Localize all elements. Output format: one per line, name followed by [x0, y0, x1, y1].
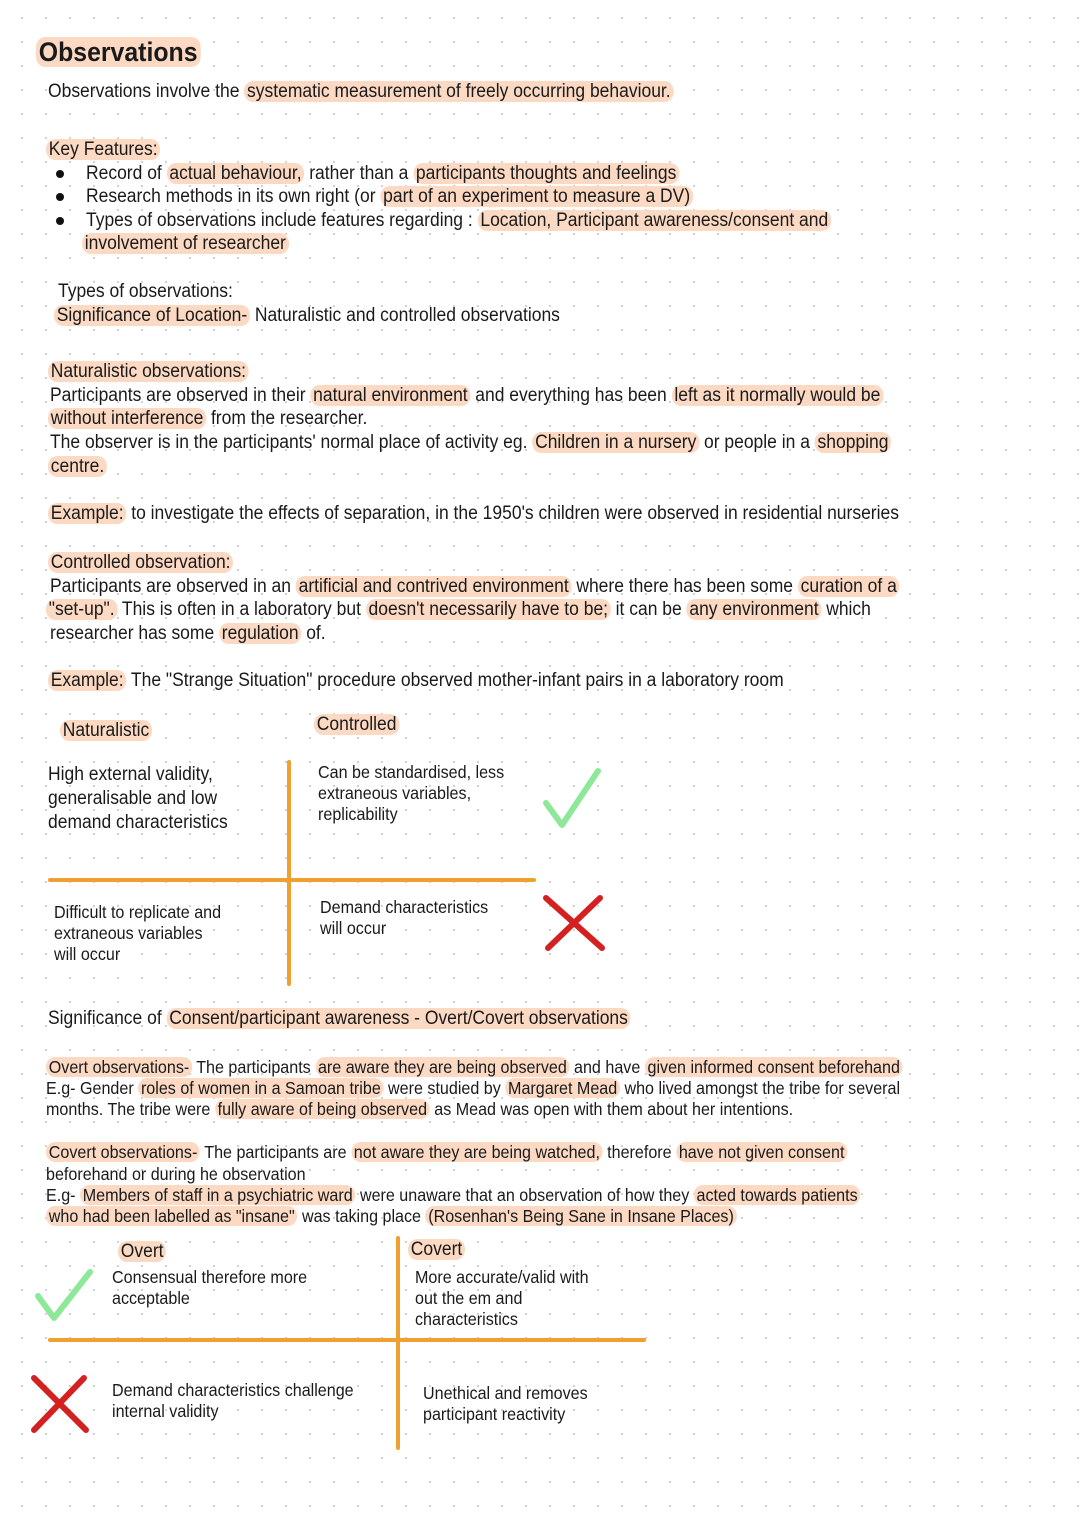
controlled-strengths [318, 762, 504, 825]
text-segment: The participants [192, 1057, 316, 1077]
key-feature-item-cont [82, 232, 289, 256]
intro-text [48, 80, 673, 104]
highlighted-text: Children in a nursery [532, 432, 699, 453]
text-segment: The participants are [200, 1142, 352, 1162]
bullet-icon [56, 170, 64, 178]
cell-line: High external validity, [48, 764, 213, 785]
table1-divider-vertical [287, 760, 291, 986]
highlighted-text: Controlled [314, 714, 399, 735]
text-segment: or people in a [699, 432, 815, 453]
highlighted-text: Naturalistic observations: [48, 361, 249, 382]
text-segment: Significance of [48, 1008, 167, 1029]
controlled-weaknesses [320, 897, 488, 939]
text-segment: therefore [602, 1142, 677, 1162]
naturalistic-text [50, 431, 891, 455]
naturalistic-heading [48, 360, 249, 384]
cell-line: Demand characteristics [320, 897, 489, 917]
text-segment: Record of [86, 163, 167, 184]
naturalistic-strengths [48, 763, 228, 835]
text-segment: Participants are observed in their [50, 385, 311, 406]
check-icon [32, 1266, 96, 1326]
controlled-text [46, 598, 871, 622]
naturalistic-text [48, 407, 367, 431]
text-segment: Types of observations: [58, 281, 233, 302]
text-segment: of. [301, 623, 326, 644]
cell-line: Can be standardised, less [318, 762, 505, 782]
highlighted-text: fully aware of being observed [215, 1099, 430, 1119]
text-segment: which [821, 599, 871, 620]
naturalistic-text [48, 455, 107, 479]
key-feature-item [86, 162, 679, 186]
cell-line: internal validity [112, 1401, 219, 1421]
consent-heading [48, 1007, 631, 1031]
overt-text [46, 1099, 793, 1120]
key-feature-item [86, 185, 693, 209]
key-features-heading [46, 138, 160, 162]
table2-header-covert [408, 1238, 465, 1262]
highlighted-text: Members of staff in a psychiatric ward [80, 1185, 355, 1205]
highlighted-text: Example: [48, 670, 126, 691]
highlighted-text: left as it normally would be [672, 385, 883, 406]
types-heading [58, 280, 233, 304]
text-segment: E.g- [46, 1185, 81, 1205]
cross-icon [540, 892, 608, 954]
text-segment: who lived amongst the tribe for several [619, 1078, 901, 1098]
text-segment: researcher has some [50, 623, 220, 644]
cell-line: will occur [54, 944, 121, 964]
controlled-text [50, 575, 900, 599]
location-significance [54, 304, 560, 328]
text-segment: and everything has been [470, 385, 672, 406]
highlighted-text: given informed consent beforehand [645, 1057, 903, 1077]
highlighted-text: doesn't necessarily have to be; [366, 599, 611, 620]
text-segment: months. The tribe were [46, 1099, 215, 1119]
cell-line: Difficult to replicate and [54, 902, 222, 922]
table1-header-naturalistic [60, 719, 152, 743]
text-segment: The "Strange Situation" procedure observed mother-infant pairs in a laboratory room [126, 670, 784, 691]
covert-text [46, 1206, 737, 1227]
text-segment: Observations involve the [48, 81, 245, 102]
check-icon [540, 765, 604, 831]
highlighted-text: artificial and contrived environment [296, 576, 572, 597]
covert-text [46, 1142, 847, 1163]
highlighted-text: "set-up". [46, 599, 117, 620]
highlighted-text: Margaret Mead [505, 1078, 620, 1098]
covert-text [46, 1185, 860, 1206]
highlighted-text: Key Features: [46, 139, 160, 160]
highlighted-text: Consent/participant awareness - Overt/Covert observations [167, 1008, 631, 1029]
cross-icon [28, 1372, 92, 1436]
controlled-example [48, 669, 784, 693]
text-segment: to investigate the effects of separation, in the 1950's children were observed in residential nurseries [126, 503, 899, 524]
cell-line: Demand characteristics challenge [112, 1380, 354, 1400]
table2-divider-horizontal [48, 1338, 646, 1342]
highlighted-text: acted towards patients [694, 1185, 861, 1205]
overt-weaknesses [112, 1380, 354, 1422]
page-title [36, 36, 200, 68]
highlighted-text: Overt [118, 1241, 166, 1262]
cell-line: More accurate/valid with [415, 1267, 589, 1287]
highlighted-text: centre. [48, 456, 107, 477]
highlighted-text: curation of a [798, 576, 900, 597]
text-segment: This is often in a laboratory but [117, 599, 366, 620]
covert-weaknesses [423, 1383, 588, 1425]
highlighted-text: not aware they are being watched, [351, 1142, 603, 1162]
cell-line: acceptable [112, 1288, 190, 1308]
text-segment: beforehand or during he observation [46, 1164, 306, 1184]
highlighted-text: Covert observations- [46, 1142, 200, 1162]
highlighted-text: roles of women in a Samoan tribe [138, 1078, 383, 1098]
highlighted-text: Covert [408, 1239, 465, 1260]
table1-header-controlled [314, 713, 399, 737]
overt-strengths [112, 1267, 307, 1309]
highlighted-text: Location, Participant awareness/consent and [478, 210, 831, 231]
bullet-icon [56, 193, 64, 201]
highlighted-text: participants thoughts and feelings [413, 163, 679, 184]
text-segment: from the researcher. [206, 408, 368, 429]
key-feature-item [86, 209, 831, 233]
covert-text [46, 1164, 306, 1185]
bullet-icon [56, 217, 64, 225]
cell-line: Consensual therefore more [112, 1267, 308, 1287]
naturalistic-text [50, 384, 883, 408]
controlled-text [50, 622, 326, 646]
text-segment: was taking place [297, 1206, 426, 1226]
cell-line: will occur [320, 918, 387, 938]
text-segment: were studied by [383, 1078, 506, 1098]
cell-line: Unethical and removes [423, 1383, 588, 1403]
highlighted-text: shopping [815, 432, 891, 453]
text-segment: and have [569, 1057, 645, 1077]
naturalistic-weaknesses [54, 902, 221, 965]
highlighted-text: Example: [48, 503, 126, 524]
highlighted-text: systematic measurement of freely occurring behaviour. [244, 81, 673, 102]
highlighted-text: have not given consent [676, 1142, 847, 1162]
text-segment: where there has been some [571, 576, 798, 597]
text-segment: as Mead was open with them about her intentions. [429, 1099, 794, 1119]
text-segment: rather than a [304, 163, 414, 184]
highlighted-text: actual behaviour, [167, 163, 305, 184]
cell-line: participant reactivity [423, 1404, 566, 1424]
text-segment: it can be [610, 599, 687, 620]
highlighted-text: who had been labelled as "insane" [46, 1206, 297, 1226]
text-segment: E.g- Gender [46, 1078, 139, 1098]
highlighted-text: any environment [687, 599, 822, 620]
text-segment: were unaware that an observation of how they [355, 1185, 694, 1205]
cell-line: out the em and [415, 1288, 523, 1308]
cell-line: characteristics [415, 1309, 518, 1329]
text-segment: Research methods in its own right (or [86, 186, 381, 207]
highlighted-text: natural environment [310, 385, 470, 406]
overt-text [46, 1078, 900, 1099]
highlighted-text: are aware they are being observed [315, 1057, 569, 1077]
highlighted-text: Observations [36, 37, 200, 67]
cell-line: extraneous variables, [318, 783, 472, 803]
highlighted-text: part of an experiment to measure a DV) [380, 186, 693, 207]
table2-header-overt [118, 1240, 166, 1264]
highlighted-text: (Rosenhan's Being Sane in Insane Places) [425, 1206, 736, 1226]
text-segment: Naturalistic and controlled observations [249, 305, 560, 326]
table2-divider-vertical [396, 1236, 400, 1450]
highlighted-text: involvement of researcher [82, 233, 289, 254]
naturalistic-example [48, 502, 899, 526]
highlighted-text: regulation [219, 623, 301, 644]
highlighted-text: Naturalistic [60, 720, 152, 741]
text-segment: Types of observations include features regarding : [86, 210, 478, 231]
highlighted-text: Controlled observation: [48, 552, 233, 573]
covert-strengths [415, 1267, 589, 1330]
controlled-heading [48, 551, 233, 575]
cell-line: extraneous variables [54, 923, 203, 943]
highlighted-text: Significance of Location- [54, 305, 250, 326]
overt-text [46, 1057, 903, 1078]
text-segment: The observer is in the participants' normal place of activity eg. [50, 432, 533, 453]
cell-line: replicability [318, 804, 398, 824]
table1-divider-horizontal [48, 878, 536, 882]
highlighted-text: Overt observations- [46, 1057, 192, 1077]
cell-line: demand characteristics [48, 812, 228, 833]
highlighted-text: without interference [48, 408, 206, 429]
text-segment: Participants are observed in an [50, 576, 296, 597]
cell-line: generalisable and low [48, 788, 218, 809]
